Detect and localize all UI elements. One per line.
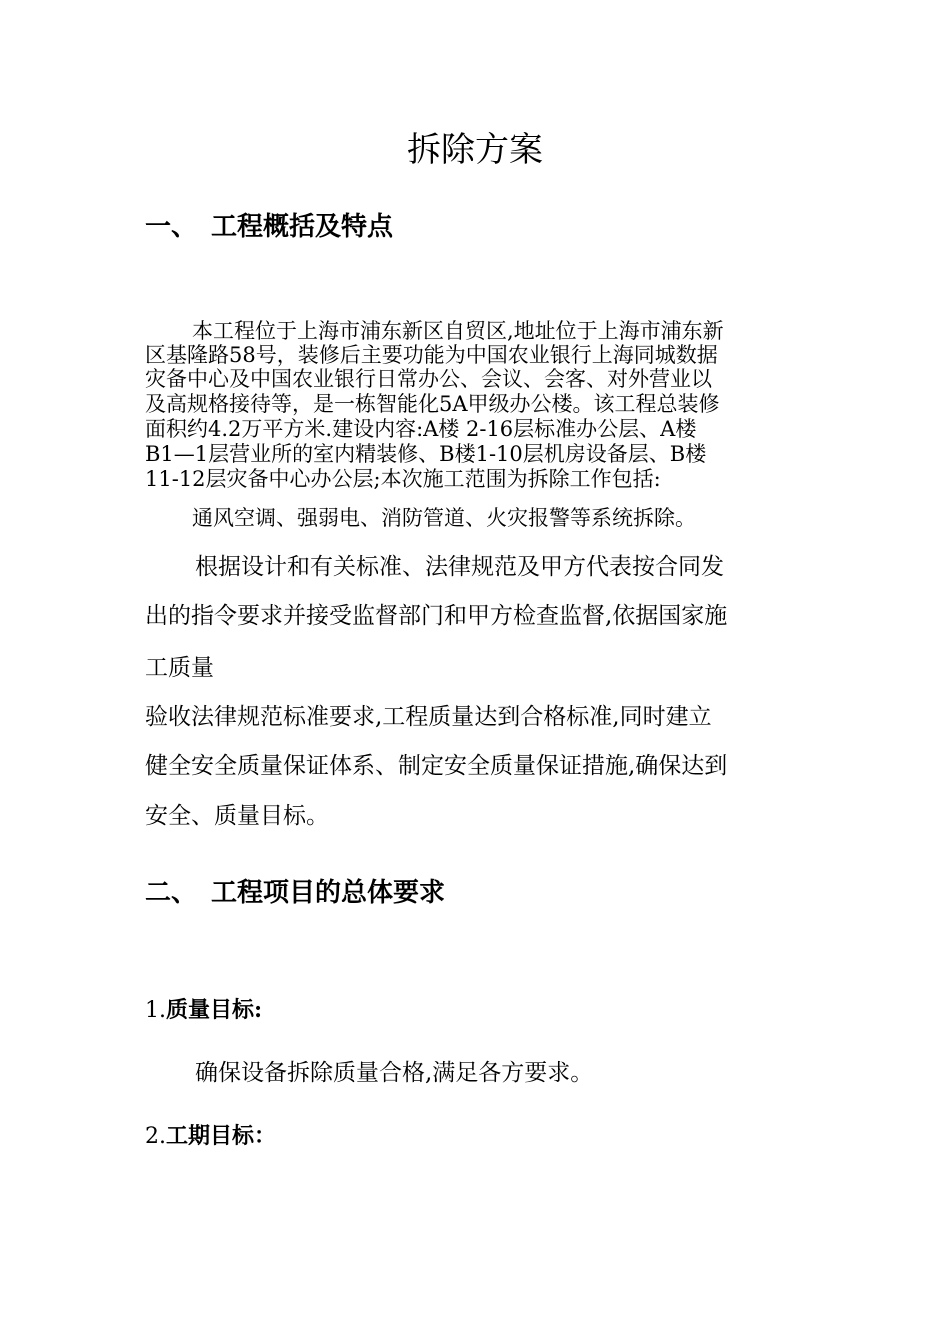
- paragraph-line: 确保设备拆除质量合格,满足各方要求。: [195, 1060, 594, 1086]
- section-2-title: 工程项目的总体要求: [211, 878, 446, 908]
- paragraph-line: 安全、质量目标。: [145, 803, 329, 829]
- section-2-number: 二、: [145, 878, 198, 908]
- schedule-goal-heading: [145, 1120, 276, 1153]
- paragraph-line: 11-12层灾备中心办公层;本次施工范围为拆除工作包括:: [145, 467, 661, 491]
- quality-goal-heading: [145, 994, 262, 1027]
- section-1-title: 工程概括及特点: [211, 212, 394, 242]
- document-title: 拆除方案: [407, 130, 543, 170]
- quality-goal-number: 1.: [145, 998, 166, 1023]
- paragraph-line: 灾备中心及中国农业银行日常办公、会议、会客、对外营业以: [145, 367, 712, 391]
- section-2-heading: [145, 875, 445, 911]
- section-1-heading: [145, 209, 393, 245]
- paragraph-line: 验收法律规范标准要求,工程质量达到合格标准,同时建立: [145, 704, 712, 730]
- paragraph-line: 健全安全质量保证体系、制定安全质量保证措施,确保达到: [145, 753, 728, 779]
- paragraph-line: B1—1层营业所的室内精装修、B楼1-10层机房设备层、B楼: [145, 442, 707, 466]
- paragraph-line: 根据设计和有关标准、法律规范及甲方代表按合同发: [195, 554, 724, 580]
- paragraph-line: 区基隆路58号，装修后主要功能为中国农业银行上海同城数据: [145, 343, 718, 367]
- quality-goal-title: 质量目标:: [166, 997, 263, 1023]
- paragraph-line: 出的指令要求并接受监督部门和甲方检查监督,依据国家施: [145, 603, 728, 629]
- section-1-number: 一、: [145, 212, 198, 242]
- section-1-paragraph-2: 通风空调、强弱电、消防管道、火灾报警等系统拆除。: [192, 506, 696, 530]
- schedule-goal-number: 2.: [145, 1124, 166, 1149]
- paragraph-line: 面积约4.2万平方米.建设内容:A楼 2-16层标准办公层、A楼: [145, 417, 697, 441]
- paragraph-line: 及高规格接待等，是一栋智能化5A甲级办公楼。该工程总装修: [145, 392, 720, 416]
- paragraph-line: 本工程位于上海市浦东新区自贸区,地址位于上海市浦东新: [192, 319, 724, 343]
- schedule-goal-title: 工期目标：: [166, 1123, 277, 1149]
- paragraph-line: 工质量: [145, 655, 214, 681]
